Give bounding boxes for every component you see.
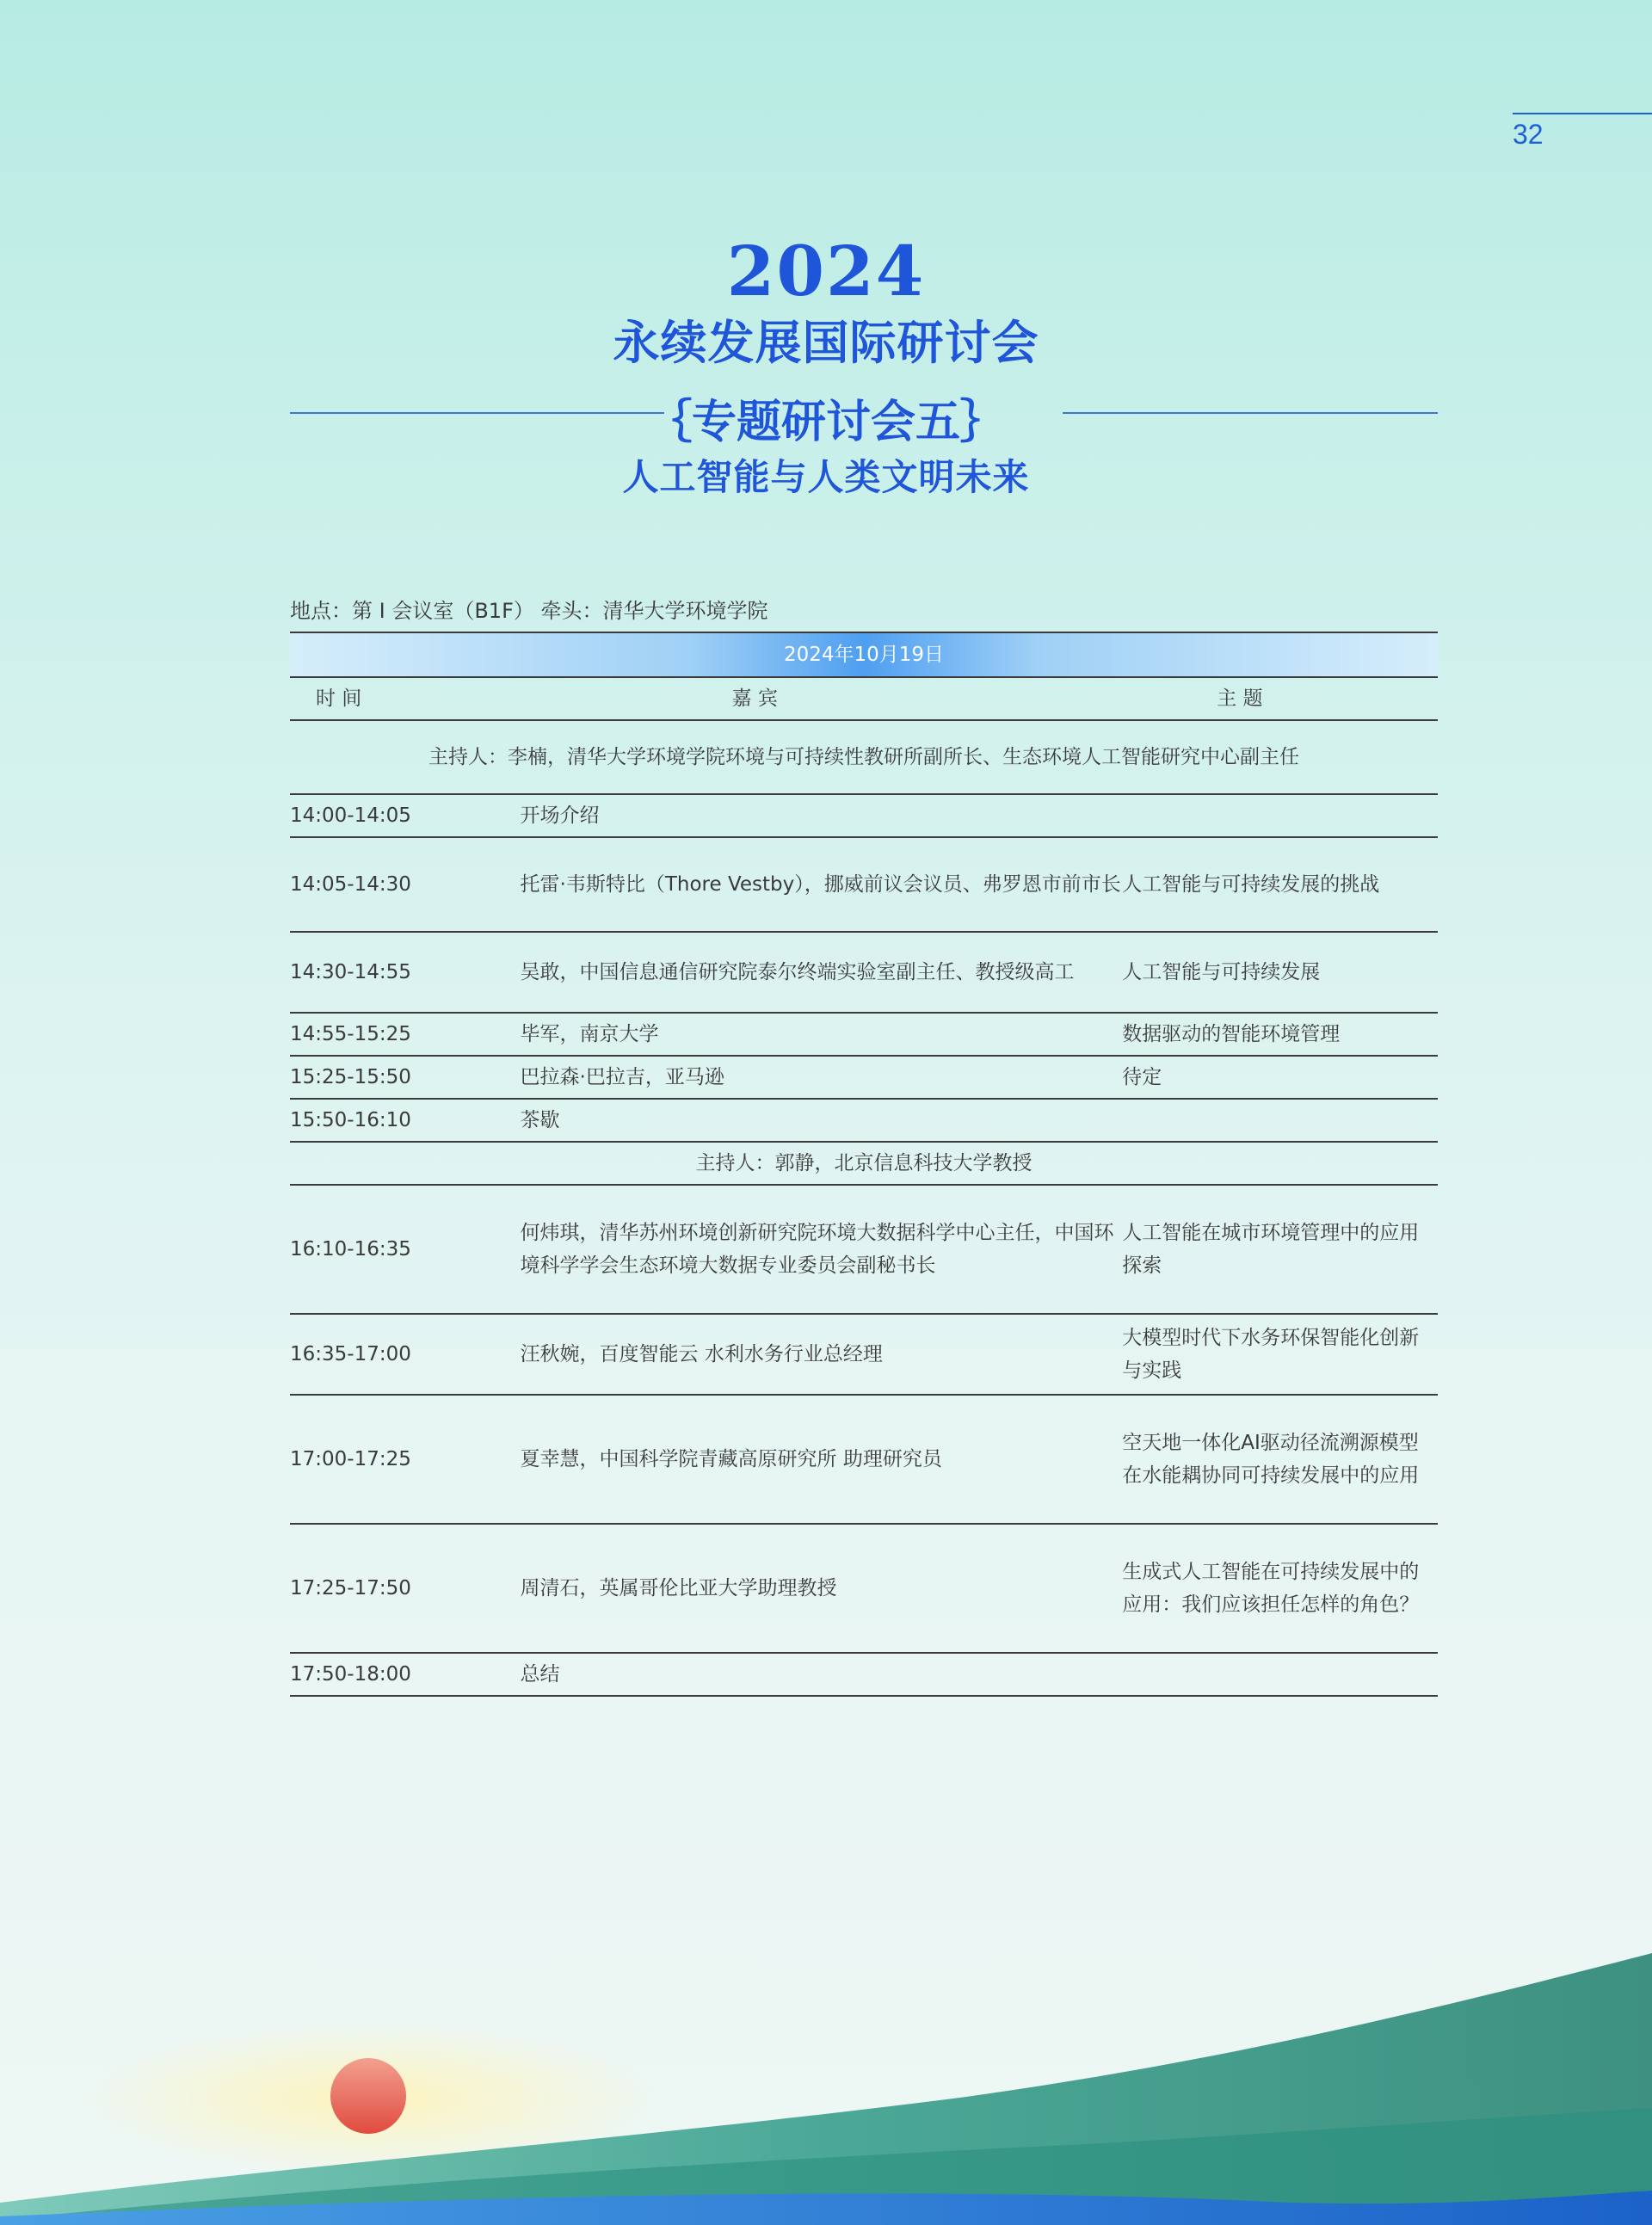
row-time: 15:50-16:10 — [290, 1099, 521, 1142]
title-subtitle: ｛专题研讨会五｝ — [646, 396, 1005, 448]
row-topic: 空天地一体化AI驱动径流溯源模型在水能耦协同可持续发展中的应用 — [1122, 1395, 1438, 1524]
row-time: 14:05-14:30 — [290, 837, 521, 932]
header-time: 时 间 — [290, 677, 521, 720]
host-1: 主持人：李楠，清华大学环境学院环境与可持续性教研所副所长、生态环境人工智能研究中心副主任 — [290, 720, 1438, 794]
schedule-row — [290, 932, 1438, 1013]
row-topic: 人工智能与可持续发展的挑战 — [1122, 837, 1438, 932]
row-time: 15:25-15:50 — [290, 1056, 521, 1099]
schedule-row — [290, 1395, 1438, 1524]
row-guest: 茶歇 — [521, 1099, 1123, 1142]
schedule-row — [290, 1185, 1438, 1314]
schedule-table — [290, 632, 1438, 1697]
row-topic — [1122, 1653, 1438, 1696]
row-topic: 生成式人工智能在可持续发展中的应用：我们应该担任怎样的角色？ — [1122, 1524, 1438, 1653]
row-guest: 夏幸慧，中国科学院青藏高原研究所 助理研究员 — [521, 1395, 1123, 1524]
row-guest: 托雷·韦斯特比（Thore Vestby），挪威前议会议员、弗罗恩市前市长 — [521, 837, 1123, 932]
row-time: 14:30-14:55 — [290, 932, 521, 1013]
row-guest: 巴拉森·巴拉吉，亚马逊 — [521, 1056, 1123, 1099]
row-time: 14:00-14:05 — [290, 794, 521, 837]
schedule-row — [290, 1653, 1438, 1696]
row-time: 16:35-17:00 — [290, 1314, 521, 1395]
row-time: 17:00-17:25 — [290, 1395, 521, 1524]
row-topic: 待定 — [1122, 1056, 1438, 1099]
title-main: 永续发展国际研讨会 — [613, 315, 1039, 370]
header-topic: 主 题 — [1122, 677, 1438, 720]
schedule-row — [290, 794, 1438, 837]
row-guest: 吴敢，中国信息通信研究院泰尔终端实验室副主任、教授级高工 — [521, 932, 1123, 1013]
date-row — [290, 632, 1438, 677]
header-row — [290, 677, 1438, 720]
row-guest: 总结 — [521, 1653, 1123, 1696]
row-topic: 人工智能在城市环境管理中的应用探索 — [1122, 1185, 1438, 1314]
row-guest: 周清石，英属哥伦比亚大学助理教授 — [521, 1524, 1123, 1653]
row-topic: 大模型时代下水务环保智能化创新与实践 — [1122, 1314, 1438, 1395]
schedule-row — [290, 1524, 1438, 1653]
row-time: 17:25-17:50 — [290, 1524, 521, 1653]
host-row — [290, 720, 1438, 794]
row-time: 16:10-16:35 — [290, 1185, 521, 1314]
row-guest: 何炜琪，清华苏州环境创新研究院环境大数据科学中心主任，中国环境科学学会生态环境大数据专业委员会副秘书长 — [521, 1185, 1123, 1314]
row-topic — [1122, 1099, 1438, 1142]
row-topic — [1122, 794, 1438, 837]
schedule-row — [290, 1314, 1438, 1395]
header-guest: 嘉 宾 — [521, 677, 1123, 720]
venue-info: 地点：第 I 会议室（B1F） 牵头：清华大学环境学院 — [290, 599, 768, 623]
row-time: 14:55-15:25 — [290, 1013, 521, 1056]
page-number-rule — [1513, 113, 1652, 114]
title-divider-right — [1063, 412, 1438, 414]
sun — [330, 2058, 406, 2134]
title-year: 2024 — [726, 231, 926, 311]
schedule-row — [290, 1013, 1438, 1056]
landscape-illustration — [0, 1945, 1652, 2225]
row-topic: 人工智能与可持续发展 — [1122, 932, 1438, 1013]
row-topic: 数据驱动的智能环境管理 — [1122, 1013, 1438, 1056]
host-row — [290, 1142, 1438, 1185]
title-theme: 人工智能与人类文明未来 — [622, 456, 1030, 498]
schedule-date: 2024年10月19日 — [290, 632, 1438, 677]
schedule-row — [290, 837, 1438, 932]
schedule-row — [290, 1099, 1438, 1142]
host-2: 主持人：郭静，北京信息科技大学教授 — [290, 1142, 1438, 1185]
row-guest: 开场介绍 — [521, 794, 1123, 837]
row-guest: 毕军，南京大学 — [521, 1013, 1123, 1056]
row-time: 17:50-18:00 — [290, 1653, 521, 1696]
schedule-row — [290, 1056, 1438, 1099]
page-number: 32 — [1513, 119, 1544, 150]
row-guest: 汪秋婉，百度智能云 水利水务行业总经理 — [521, 1314, 1123, 1395]
